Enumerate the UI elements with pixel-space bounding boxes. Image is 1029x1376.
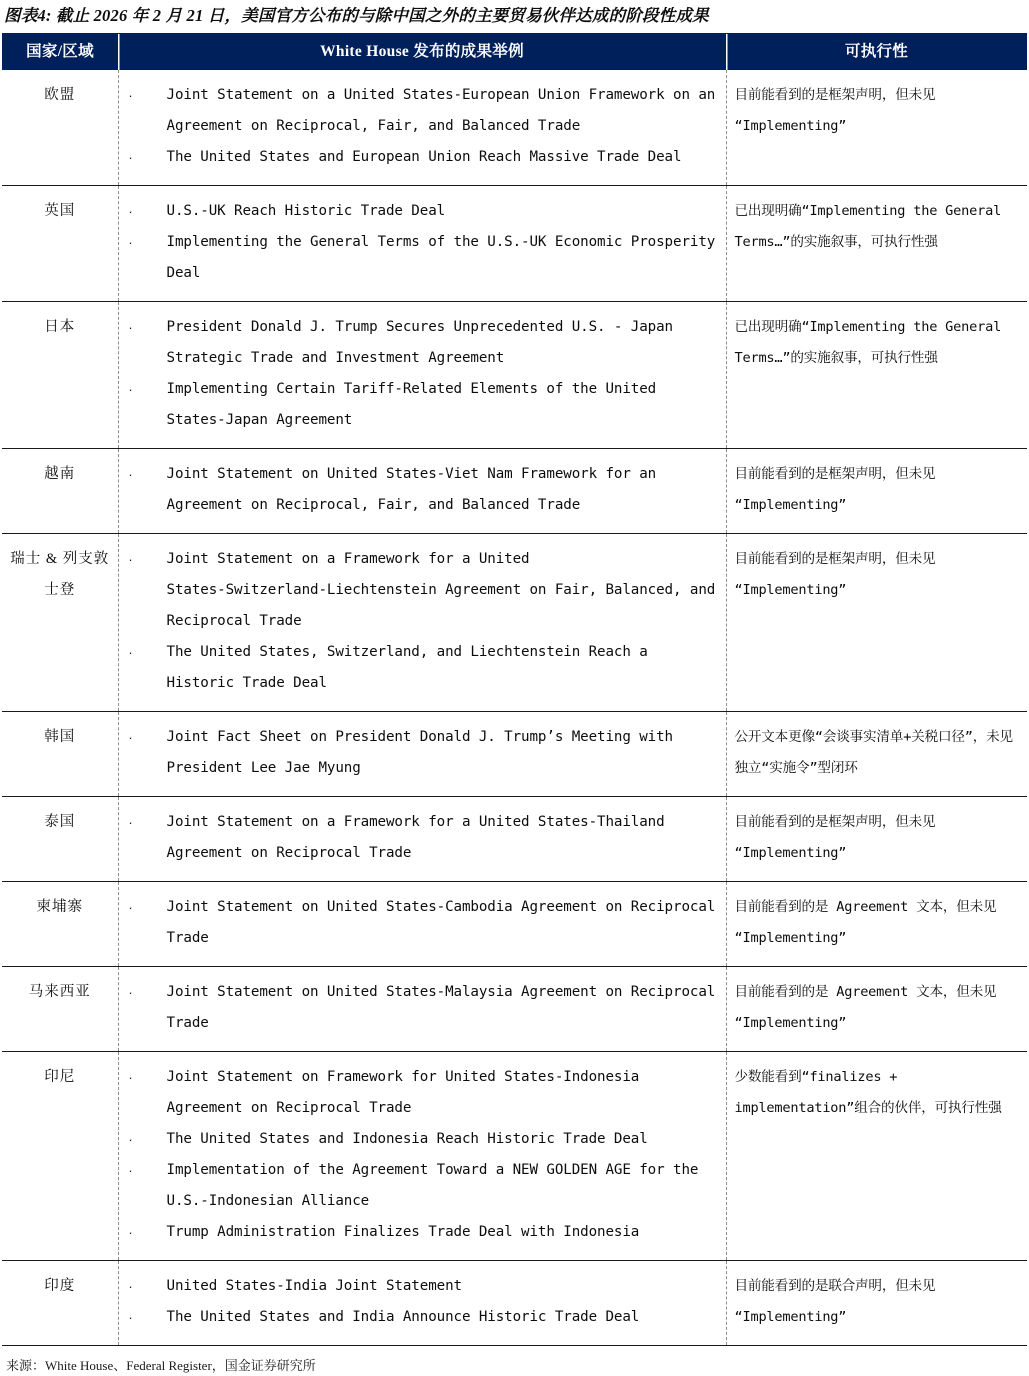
bullet-icon: · xyxy=(128,645,133,660)
table-row xyxy=(2,882,1027,967)
cell-examples xyxy=(118,797,726,882)
table-row xyxy=(2,967,1027,1052)
bullet-icon: · xyxy=(128,1279,133,1294)
table-row xyxy=(2,70,1027,186)
table-row xyxy=(2,186,1027,302)
bullet-icon: · xyxy=(128,467,133,482)
bullet-icon: · xyxy=(128,552,133,567)
cell-executability xyxy=(726,712,1027,797)
cell-examples xyxy=(118,882,726,967)
example-list xyxy=(123,196,716,289)
list-item xyxy=(123,977,716,1039)
bullet-icon: · xyxy=(128,320,133,335)
bullet-icon: · xyxy=(128,1225,133,1240)
cell-country xyxy=(2,712,118,797)
list-item-text: United States-India Joint Statement xyxy=(166,1278,462,1294)
table-row xyxy=(2,534,1027,712)
column-header-country: 国家/区域 xyxy=(26,43,94,60)
cell-executability xyxy=(726,302,1027,449)
table-body xyxy=(2,70,1027,1346)
cell-country xyxy=(2,534,118,712)
table-header xyxy=(2,34,1027,71)
list-item xyxy=(123,807,716,869)
cell-executability xyxy=(726,882,1027,967)
cell-executability xyxy=(726,1261,1027,1346)
cell-examples xyxy=(118,1261,726,1346)
cell-executability xyxy=(726,449,1027,534)
executability-text: 目前能看到的是 Agreement 文本，但未见 “Implementing” xyxy=(734,899,997,946)
list-item-text: Joint Statement on a Framework for a United States‑Switzerland‑Liechtenstein Agreement on Fair, Balanced, and Reciprocal Trade xyxy=(166,551,716,629)
bullet-icon: · xyxy=(128,235,133,250)
list-item-text: Joint Fact Sheet on President Donald J. Trump’s Meeting with President Lee Jae Myung xyxy=(166,729,673,776)
list-item-text: Joint Statement on United States‑Cambodia Agreement on Reciprocal Trade xyxy=(166,899,716,946)
country-label: 印度 xyxy=(44,1278,76,1294)
list-item-text: Joint Statement on United States‑Viet Nam Framework for an Agreement on Reciprocal, Fair, and Balanced Trade xyxy=(166,466,657,513)
cell-country xyxy=(2,302,118,449)
list-item xyxy=(123,1217,716,1248)
cell-executability xyxy=(726,70,1027,186)
country-label: 欧盟 xyxy=(44,87,76,103)
cell-executability xyxy=(726,1052,1027,1261)
cell-country xyxy=(2,797,118,882)
list-item xyxy=(123,892,716,954)
bullet-icon: · xyxy=(128,730,133,745)
table-row xyxy=(2,302,1027,449)
list-item xyxy=(123,80,716,142)
bullet-icon: · xyxy=(128,88,133,103)
table-row xyxy=(2,449,1027,534)
cell-country xyxy=(2,70,118,186)
list-item-text: Trump Administration Finalizes Trade Deal with Indonesia xyxy=(166,1224,640,1240)
country-label: 瑞士 & 列支敦士登 xyxy=(10,551,110,598)
list-item xyxy=(123,1124,716,1155)
bullet-icon: · xyxy=(128,815,133,830)
executability-text: 已出现明确“Implementing the General Terms…”的实施叙事，可执行性强 xyxy=(734,203,1002,250)
example-list xyxy=(123,722,716,784)
executability-text: 目前能看到的是框架声明，但未见“Implementing” xyxy=(734,814,936,861)
executability-text: 目前能看到的是联合声明，但未见“Implementing” xyxy=(734,1278,936,1325)
example-list xyxy=(123,459,716,521)
bullet-icon: · xyxy=(128,204,133,219)
example-list xyxy=(123,312,716,436)
source-note: 来源：White House、Federal Register，国金证券研究所 xyxy=(6,1358,316,1373)
cell-country xyxy=(2,1052,118,1261)
cell-country xyxy=(2,449,118,534)
list-item-text: Joint Statement on a United States‑European Union Framework on an Agreement on Reciprocal, Fair, and Balanced Trade xyxy=(166,87,716,134)
list-item-text: U.S.‑UK Reach Historic Trade Deal xyxy=(166,203,446,219)
cell-examples xyxy=(118,712,726,797)
example-list xyxy=(123,1062,716,1248)
bullet-icon: · xyxy=(128,382,133,397)
column-header-examples: White House 发布的成果举例 xyxy=(118,34,726,71)
executability-text: 已出现明确“Implementing the General Terms…”的实施叙事，可执行性强 xyxy=(734,319,1002,366)
trade-deals-table xyxy=(2,33,1027,1346)
bullet-icon: · xyxy=(128,900,133,915)
country-label: 日本 xyxy=(44,319,76,335)
executability-text: 目前能看到的是框架声明，但未见“Implementing” xyxy=(734,87,936,134)
example-list xyxy=(123,1271,716,1333)
list-item-text: Implementation of the Agreement Toward a NEW GOLDEN AGE for the U.S.-Indonesian Alliance xyxy=(166,1162,699,1209)
list-item xyxy=(123,1155,716,1217)
country-label: 泰国 xyxy=(44,814,76,830)
table-row xyxy=(2,797,1027,882)
executability-text: 目前能看到的是框架声明，但未见“Implementing” xyxy=(734,551,936,598)
bullet-icon: · xyxy=(128,1163,133,1178)
cell-country xyxy=(2,1261,118,1346)
list-item-text: Joint Statement on United States‑Malaysia Agreement on Reciprocal Trade xyxy=(166,984,716,1031)
bullet-icon: · xyxy=(128,150,133,165)
list-item xyxy=(123,142,716,173)
cell-executability xyxy=(726,967,1027,1052)
example-list xyxy=(123,80,716,173)
executability-text: 目前能看到的是框架声明，但未见“Implementing” xyxy=(734,466,936,513)
executability-text: 少数能看到“finalizes + implementation”组合的伙伴，可执行性强 xyxy=(734,1069,1002,1116)
cell-examples xyxy=(118,534,726,712)
example-list xyxy=(123,977,716,1039)
list-item xyxy=(123,459,716,521)
list-item xyxy=(123,374,716,436)
cell-examples xyxy=(118,186,726,302)
example-list xyxy=(123,544,716,699)
list-item xyxy=(123,1302,716,1333)
list-item-text: President Donald J. Trump Secures Unprecedented U.S. ‑ Japan Strategic Trade and Investment Agreement xyxy=(166,319,673,366)
bullet-icon: · xyxy=(128,1310,133,1325)
list-item-text: Joint Statement on Framework for United States‑Indonesia Agreement on Reciprocal Trade xyxy=(166,1069,640,1116)
cell-examples xyxy=(118,70,726,186)
list-item xyxy=(123,637,716,699)
cell-executability xyxy=(726,186,1027,302)
column-header-executability: 可执行性 xyxy=(726,34,1027,71)
list-item-text: Joint Statement on a Framework for a United States‑Thailand Agreement on Reciprocal Trade xyxy=(166,814,665,861)
country-label: 韩国 xyxy=(44,729,76,745)
list-item xyxy=(123,544,716,637)
country-label: 英国 xyxy=(44,203,76,219)
table-row xyxy=(2,712,1027,797)
list-item xyxy=(123,196,716,227)
bullet-icon: · xyxy=(128,1070,133,1085)
table-header-row xyxy=(2,34,1027,71)
page-title: 图表4: 截止 2026 年 2 月 21 日，美国官方公布的与除中国之外的主要贸易伙伴达成的阶段性成果 xyxy=(4,6,709,25)
list-item-text: The United States and India Announce Historic Trade Deal xyxy=(166,1309,640,1325)
list-item xyxy=(123,1271,716,1302)
list-item xyxy=(123,227,716,289)
list-item xyxy=(123,312,716,374)
example-list xyxy=(123,892,716,954)
list-item-text: Implementing Certain Tariff-Related Elements of the United States‑Japan Agreement xyxy=(166,381,657,428)
list-item xyxy=(123,722,716,784)
cell-country xyxy=(2,882,118,967)
country-label: 马来西亚 xyxy=(28,984,91,1000)
list-item xyxy=(123,1062,716,1124)
cell-executability xyxy=(726,797,1027,882)
cell-examples xyxy=(118,302,726,449)
cell-country xyxy=(2,186,118,302)
cell-examples xyxy=(118,449,726,534)
country-label: 印尼 xyxy=(44,1069,76,1085)
executability-text: 目前能看到的是 Agreement 文本，但未见 “Implementing” xyxy=(734,984,997,1031)
table-row xyxy=(2,1261,1027,1346)
list-item-text: The United States and Indonesia Reach Historic Trade Deal xyxy=(166,1131,648,1147)
country-label: 越南 xyxy=(44,466,76,482)
executability-text: 公开文本更像“会谈事实清单+关税口径”，未见独立“实施令”型闭环 xyxy=(734,729,1013,776)
example-list xyxy=(123,807,716,869)
bullet-icon: · xyxy=(128,1132,133,1147)
country-label: 柬埔寨 xyxy=(36,899,83,915)
bullet-icon: · xyxy=(128,985,133,1000)
table-row xyxy=(2,1052,1027,1261)
list-item-text: The United States and European Union Reach Massive Trade Deal xyxy=(166,149,682,165)
cell-examples xyxy=(118,1052,726,1261)
cell-examples xyxy=(118,967,726,1052)
cell-executability xyxy=(726,534,1027,712)
list-item-text: The United States, Switzerland, and Liechtenstein Reach a Historic Trade Deal xyxy=(166,644,648,691)
list-item-text: Implementing the General Terms of the U.S.‑UK Economic Prosperity Deal xyxy=(166,234,716,281)
cell-country xyxy=(2,967,118,1052)
